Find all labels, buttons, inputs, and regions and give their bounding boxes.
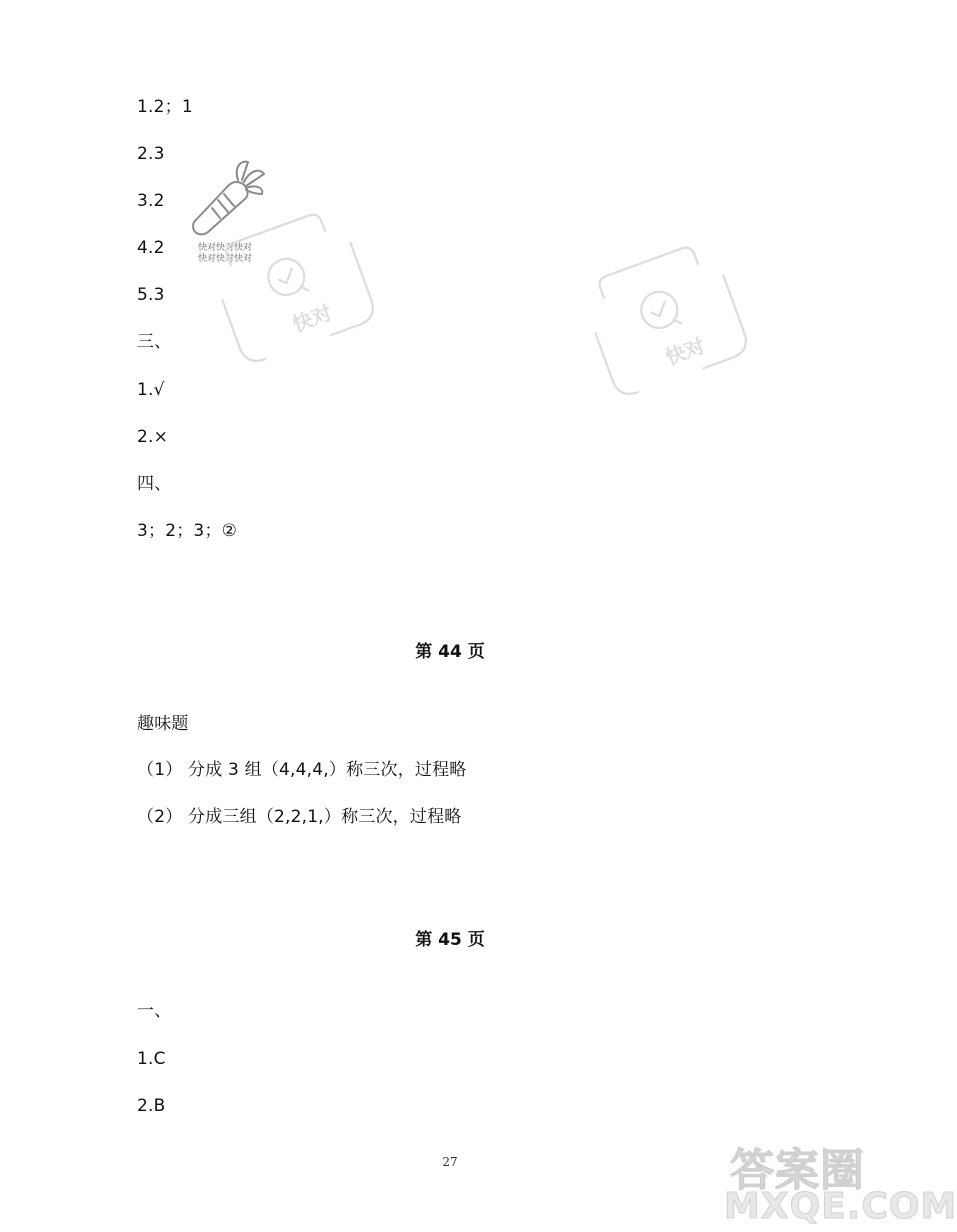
subsection-title: 趣味题 (137, 714, 189, 734)
section-marker: 一、 (137, 1001, 172, 1021)
answer-line: 3.2 (137, 191, 165, 211)
answer-line: 5.3 (137, 285, 165, 305)
answer-line: 4.2 (137, 238, 165, 258)
answer-line: 2.B (137, 1096, 166, 1116)
stamp-text: 快对 (289, 300, 335, 337)
answer-line: 3；2；3；② (137, 521, 238, 541)
corner-logo-en: MXQE.COM (724, 1186, 957, 1227)
section-marker: 三、 (137, 332, 172, 352)
answer-line: 1.C (137, 1049, 166, 1069)
section-marker: 四、 (137, 474, 172, 494)
carrot-watermark-caption: 快对快对快对 快对快对快对 (197, 243, 252, 264)
kuaidui-stamp-watermark-2 (578, 238, 758, 418)
answer-line: （1） 分成 3 组（4,4,4,）称三次，过程略 (137, 760, 467, 780)
corner-logo-cn: 答案圈 (730, 1145, 865, 1196)
answer-line: 2.3 (137, 144, 165, 164)
answer-line: 1.2；1 (137, 97, 193, 117)
answer-line: 2.× (137, 427, 169, 447)
answer-line: （2） 分成三组（2,2,1,）称三次，过程略 (137, 807, 462, 827)
section-heading-45: 第 45 页 (415, 930, 485, 950)
answer-line: 1.√ (137, 380, 165, 400)
page-number: 27 (442, 1155, 458, 1169)
stamp-text: 快对 (662, 333, 708, 370)
section-heading-44: 第 44 页 (415, 642, 485, 662)
corner-logo-watermark (722, 1130, 957, 1230)
kuaidui-stamp-watermark-1 (205, 205, 385, 385)
